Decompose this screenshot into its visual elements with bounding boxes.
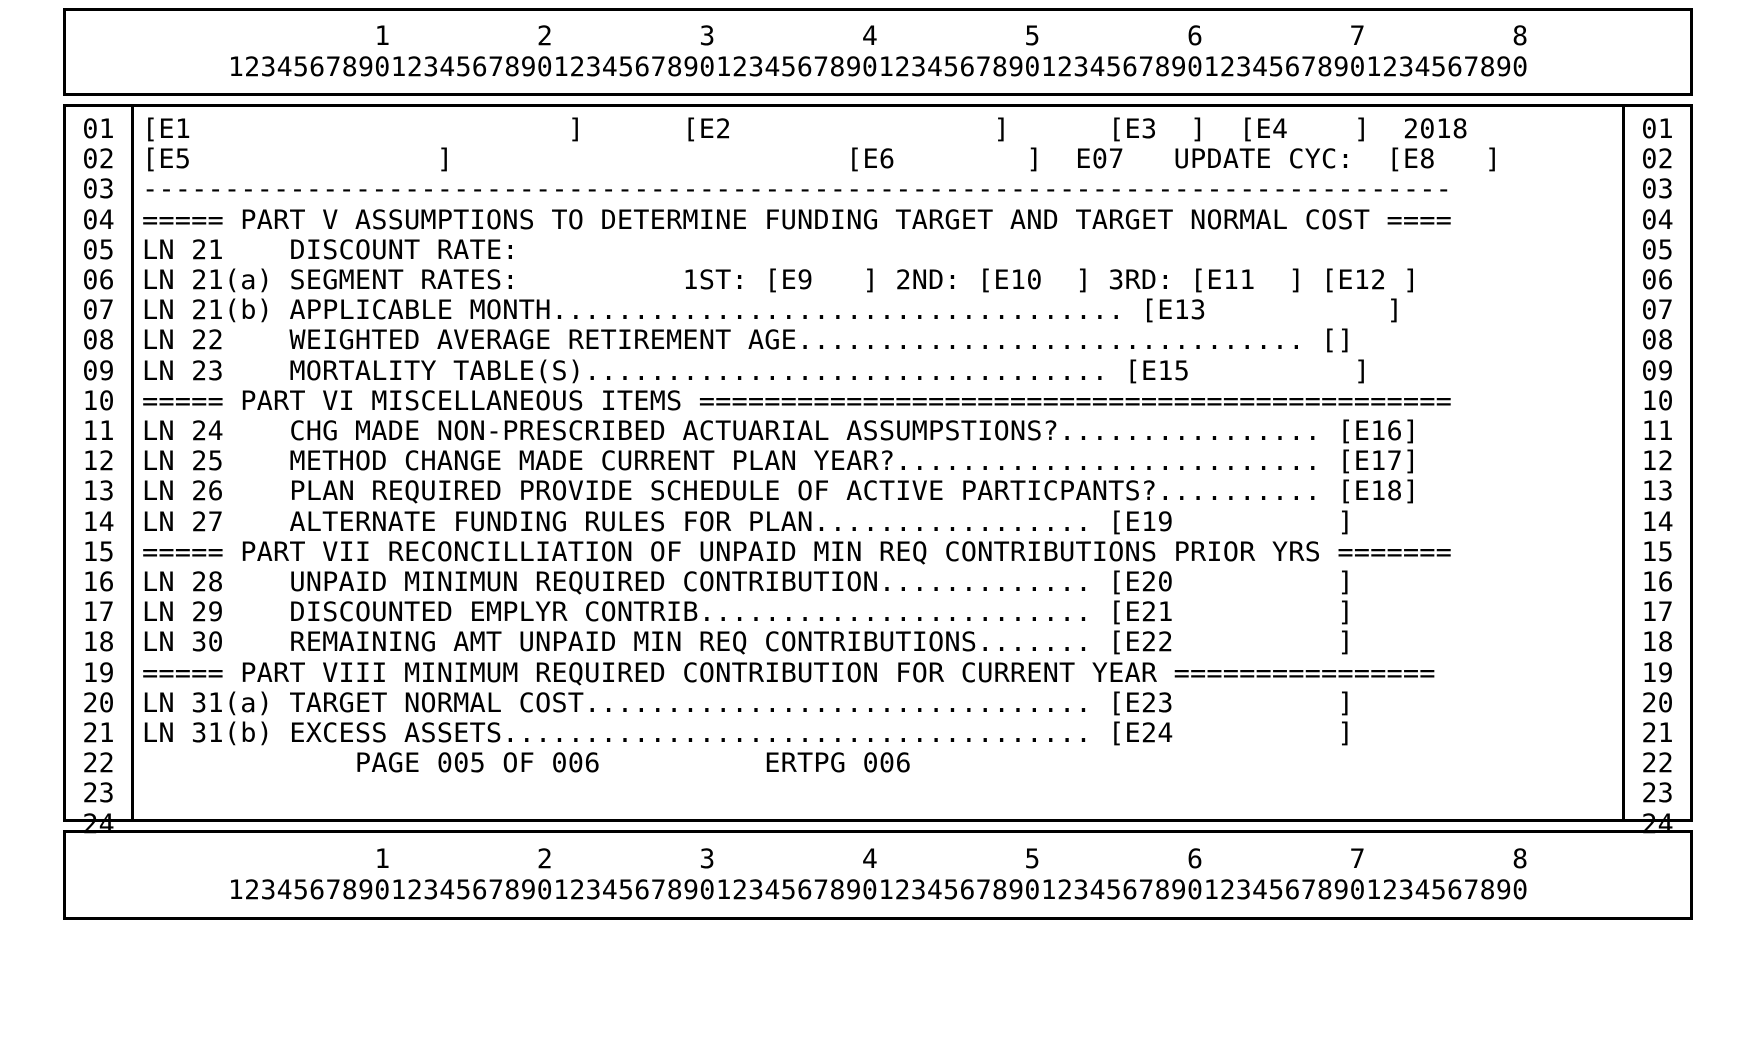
screen-line-18[interactable]: LN 30 REMAINING AMT UNPAID MIN REQ CONTRIBUTIONS....... [E22 ] (142, 627, 1354, 659)
screen-line-11[interactable]: LN 24 CHG MADE NON-PRESCRIBED ACTUARIAL ASSUMPSTIONS?................ [E16] (142, 416, 1420, 448)
screen-line-08[interactable]: LN 22 WEIGHTED AVERAGE RETIREMENT AGE............................... [] (142, 325, 1354, 357)
line-number: 03 (1641, 174, 1674, 206)
line-number: 15 (1641, 536, 1674, 568)
screen-line-15: ===== PART VII RECONCILLIATION OF UNPAID MIN REQ CONTRIBUTIONS PRIOR YRS ======= (142, 536, 1453, 568)
line-number: 06 (1641, 265, 1674, 297)
line-number: 16 (1641, 567, 1674, 599)
top-ruler-tens: 1 2 3 4 5 6 7 8 (227, 21, 1529, 52)
line-number: 23 (82, 778, 115, 810)
screen-line-03: -------------------------------------------------------------------------------- (142, 174, 1453, 206)
line-number: 16 (82, 567, 115, 599)
line-number: 24 (82, 808, 115, 840)
line-number: 23 (1641, 778, 1674, 810)
top-ruler-ones: 12345678901234567890123456789012345678901234567890123456789012345678901234567890 (227, 52, 1529, 83)
line-number: 09 (82, 355, 115, 387)
line-number: 13 (1641, 476, 1674, 508)
screen-line-06[interactable]: LN 21(a) SEGMENT RATES: 1ST: [E9 ] 2ND: [E10 ] 3RD: [E11 ] [E12 ] (142, 265, 1420, 297)
line-number: 14 (1641, 506, 1674, 538)
line-number: 08 (1641, 325, 1674, 357)
line-number: 18 (1641, 627, 1674, 659)
line-number: 05 (82, 234, 115, 266)
line-number: 03 (82, 174, 115, 206)
line-number: 02 (82, 144, 115, 176)
bottom-ruler (63, 830, 1693, 920)
line-number: 18 (82, 627, 115, 659)
line-number: 07 (82, 295, 115, 327)
line-number: 04 (82, 204, 115, 236)
screen-line-17[interactable]: LN 29 DISCOUNTED EMPLYR CONTRIB........................ [E21 ] (142, 597, 1354, 629)
line-number: 20 (1641, 687, 1674, 719)
bottom-ruler-ones: 12345678901234567890123456789012345678901234567890123456789012345678901234567890 (227, 875, 1529, 906)
line-number: 17 (82, 597, 115, 629)
screen-line-24: PAGE 005 OF 006 ERTPG 006 (142, 748, 912, 780)
screen-line-20[interactable]: LN 31(a) TARGET NORMAL COST............................... [E23 ] (142, 687, 1354, 719)
line-number: 13 (82, 476, 115, 508)
line-number: 24 (1641, 808, 1674, 840)
line-number: 01 (1641, 114, 1674, 145)
line-number: 11 (82, 416, 115, 448)
line-number: 15 (82, 536, 115, 568)
top-ruler (63, 8, 1693, 96)
right-line-number-gutter (1622, 107, 1690, 840)
screen-line-04: ===== PART V ASSUMPTIONS TO DETERMINE FUNDING TARGET AND TARGET NORMAL COST ==== (142, 204, 1453, 236)
line-number: 06 (82, 265, 115, 297)
line-number: 05 (1641, 234, 1674, 266)
line-number: 12 (1641, 446, 1674, 478)
line-number: 02 (1641, 144, 1674, 176)
line-number: 07 (1641, 295, 1674, 327)
terminal-body (63, 104, 1693, 840)
screen-line-01[interactable]: [E1 ] [E2 ] [E3 ] [E4 ] 2018 (142, 114, 1469, 145)
line-number: 14 (82, 506, 115, 538)
line-number: 22 (1641, 748, 1674, 780)
line-number: 10 (1641, 385, 1674, 417)
bottom-ruler-tens: 1 2 3 4 5 6 7 8 (227, 844, 1529, 875)
line-number: 22 (82, 748, 115, 780)
line-number: 08 (82, 325, 115, 357)
line-number: 10 (82, 385, 115, 417)
line-number: 21 (1641, 718, 1674, 750)
line-number: 01 (82, 114, 115, 145)
screen-line-02[interactable]: [E5 ] [E6 ] E07 UPDATE CYC: [E8 ] (142, 144, 1502, 176)
screen-line-19: ===== PART VIII MINIMUM REQUIRED CONTRIBUTION FOR CURRENT YEAR ================ (142, 657, 1436, 689)
line-number: 19 (82, 657, 115, 689)
screen-line-12[interactable]: LN 25 METHOD CHANGE MADE CURRENT PLAN YEAR?.......................... [E17] (142, 446, 1420, 478)
line-number: 20 (82, 687, 115, 719)
screen-line-13[interactable]: LN 26 PLAN REQUIRED PROVIDE SCHEDULE OF ACTIVE PARTICPANTS?.......... [E18] (142, 476, 1420, 508)
screen-line-05: LN 21 DISCOUNT RATE: (142, 234, 519, 266)
screen-line-07[interactable]: LN 21(b) APPLICABLE MONTH................................... [E13 ] (142, 295, 1403, 327)
screen-line-16[interactable]: LN 28 UNPAID MINIMUN REQUIRED CONTRIBUTION............. [E20 ] (142, 567, 1354, 599)
line-number: 17 (1641, 597, 1674, 629)
left-line-number-gutter (66, 107, 134, 840)
terminal-content[interactable] (134, 107, 1622, 819)
screen-line-09[interactable]: LN 23 MORTALITY TABLE(S)................................ [E15 ] (142, 355, 1371, 387)
line-number: 19 (1641, 657, 1674, 689)
line-number: 11 (1641, 416, 1674, 448)
line-number: 04 (1641, 204, 1674, 236)
line-number: 09 (1641, 355, 1674, 387)
terminal-screen (63, 8, 1693, 1028)
screen-line-21[interactable]: LN 31(b) EXCESS ASSETS.................................... [E24 ] (142, 718, 1354, 750)
line-number: 21 (82, 718, 115, 750)
screen-line-10: ===== PART VI MISCELLANEOUS ITEMS ============================================== (142, 385, 1453, 417)
screen-line-14[interactable]: LN 27 ALTERNATE FUNDING RULES FOR PLAN................. [E19 ] (142, 506, 1354, 538)
line-number: 12 (82, 446, 115, 478)
